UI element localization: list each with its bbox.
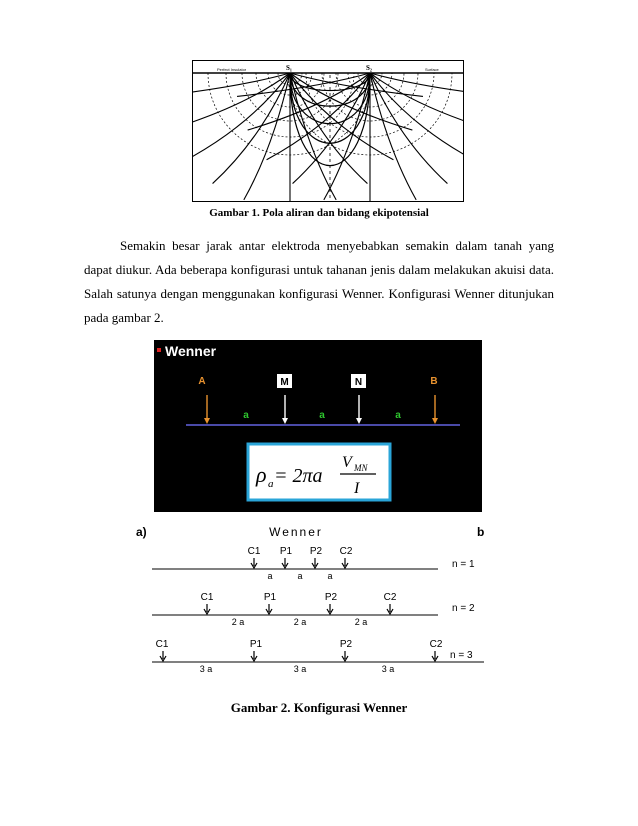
flow-line-s2 — [267, 73, 370, 160]
formula-two-pi-a: = 2πa — [274, 465, 323, 487]
row2-arrows — [204, 604, 393, 614]
figure-1-svg — [193, 61, 463, 201]
figure-1-current-flow-diagram — [192, 60, 464, 202]
figure-2-wenner-panel — [154, 340, 482, 512]
flow-line-s1 — [213, 73, 290, 184]
row1-spacing-2: a — [297, 571, 303, 581]
formula-numerator-v: V — [342, 454, 352, 471]
row3-c1: C1 — [155, 639, 169, 650]
row1-p1: P1 — [279, 546, 293, 557]
row2-c1: C1 — [200, 592, 214, 603]
label-surface: Surface — [425, 67, 439, 72]
flow-line-s2 — [370, 73, 416, 200]
row1-spacing-3: a — [327, 571, 333, 581]
body-paragraph — [84, 234, 554, 330]
row2-c2: C2 — [383, 592, 397, 603]
row2-p2: P2 — [324, 592, 338, 603]
wenner-panel-title: Wenner — [165, 343, 217, 359]
flow-line-s1 — [290, 73, 393, 160]
row3-arrows — [160, 651, 438, 661]
electrode-a-label: A — [198, 376, 206, 387]
label-s2: S₂ — [366, 64, 372, 72]
row3-c2: C2 — [429, 639, 443, 650]
row2-spacing-3: 2 a — [354, 617, 368, 627]
panel-b-label: b — [477, 525, 485, 539]
spacing-label-2: a — [319, 410, 325, 421]
row3-spacing-1: 3 a — [199, 664, 213, 674]
spacing-label-1: a — [243, 410, 249, 421]
paragraph-text: Semakin besar jarak antar elektroda menyebabkan semakin dalam tanah yang dapat diukur. Ada beberapa konfigurasi untuk tahanan jenis dalam melakukan akuisi data. Salah satunya dengan menggunakan konfigurasi Wenner. Konfigurasi Wenner ditunjukan pada gambar 2. — [84, 238, 554, 325]
spacing-diagram-svg — [134, 522, 494, 682]
row1-spacing-1: a — [267, 571, 273, 581]
panel-a-label: a) — [136, 525, 147, 539]
row2-p1: P1 — [263, 592, 277, 603]
label-perfect-insulator: Perfect Insulator — [217, 67, 247, 72]
row1-arrows — [251, 558, 348, 568]
row-n2 — [152, 592, 475, 627]
row3-spacing-2: 3 a — [293, 664, 307, 674]
flow-line-s2 — [370, 73, 463, 96]
row2-n-label: n = 2 — [452, 603, 475, 614]
row-n3 — [152, 639, 484, 674]
title-bullet-icon — [157, 348, 161, 352]
formula-rho-subscript: a — [268, 478, 274, 490]
row1-p2: P2 — [309, 546, 323, 557]
figure-2-electrode-spacing-diagram — [134, 522, 494, 682]
row2-spacing-1: 2 a — [231, 617, 245, 627]
row3-p2: P2 — [339, 639, 353, 650]
row3-n-label: n = 3 — [450, 650, 473, 661]
formula-numerator-sub: MN — [354, 463, 368, 473]
figure-2-caption: Gambar 2. Konfigurasi Wenner — [230, 700, 408, 715]
row2-spacing-2: 2 a — [293, 617, 307, 627]
figure-1-caption: Gambar 1. Pola aliran dan bidang ekipotensial — [209, 207, 429, 219]
row1-n-label: n = 1 — [452, 559, 475, 570]
row1-c1: C1 — [247, 546, 261, 557]
row1-c2: C2 — [339, 546, 353, 557]
electrode-n-label: N — [354, 377, 363, 388]
diagram-title: Wenner — [269, 525, 323, 539]
row3-spacing-3: 3 a — [381, 664, 395, 674]
wenner-panel-svg — [154, 340, 482, 512]
electrode-m-label: M — [280, 377, 289, 388]
flow-and-equipotential-lines — [193, 73, 463, 201]
flow-line-s1 — [193, 73, 290, 96]
formula-rho: ρ — [256, 462, 267, 487]
row-n1 — [152, 546, 475, 581]
flow-line-s2 — [370, 73, 447, 184]
spacing-label-3: a — [395, 410, 401, 421]
electrode-b-label: B — [430, 376, 438, 387]
label-s1: S₁ — [286, 64, 292, 72]
row3-p1: P1 — [249, 639, 263, 650]
formula-denominator-i: I — [354, 480, 360, 497]
